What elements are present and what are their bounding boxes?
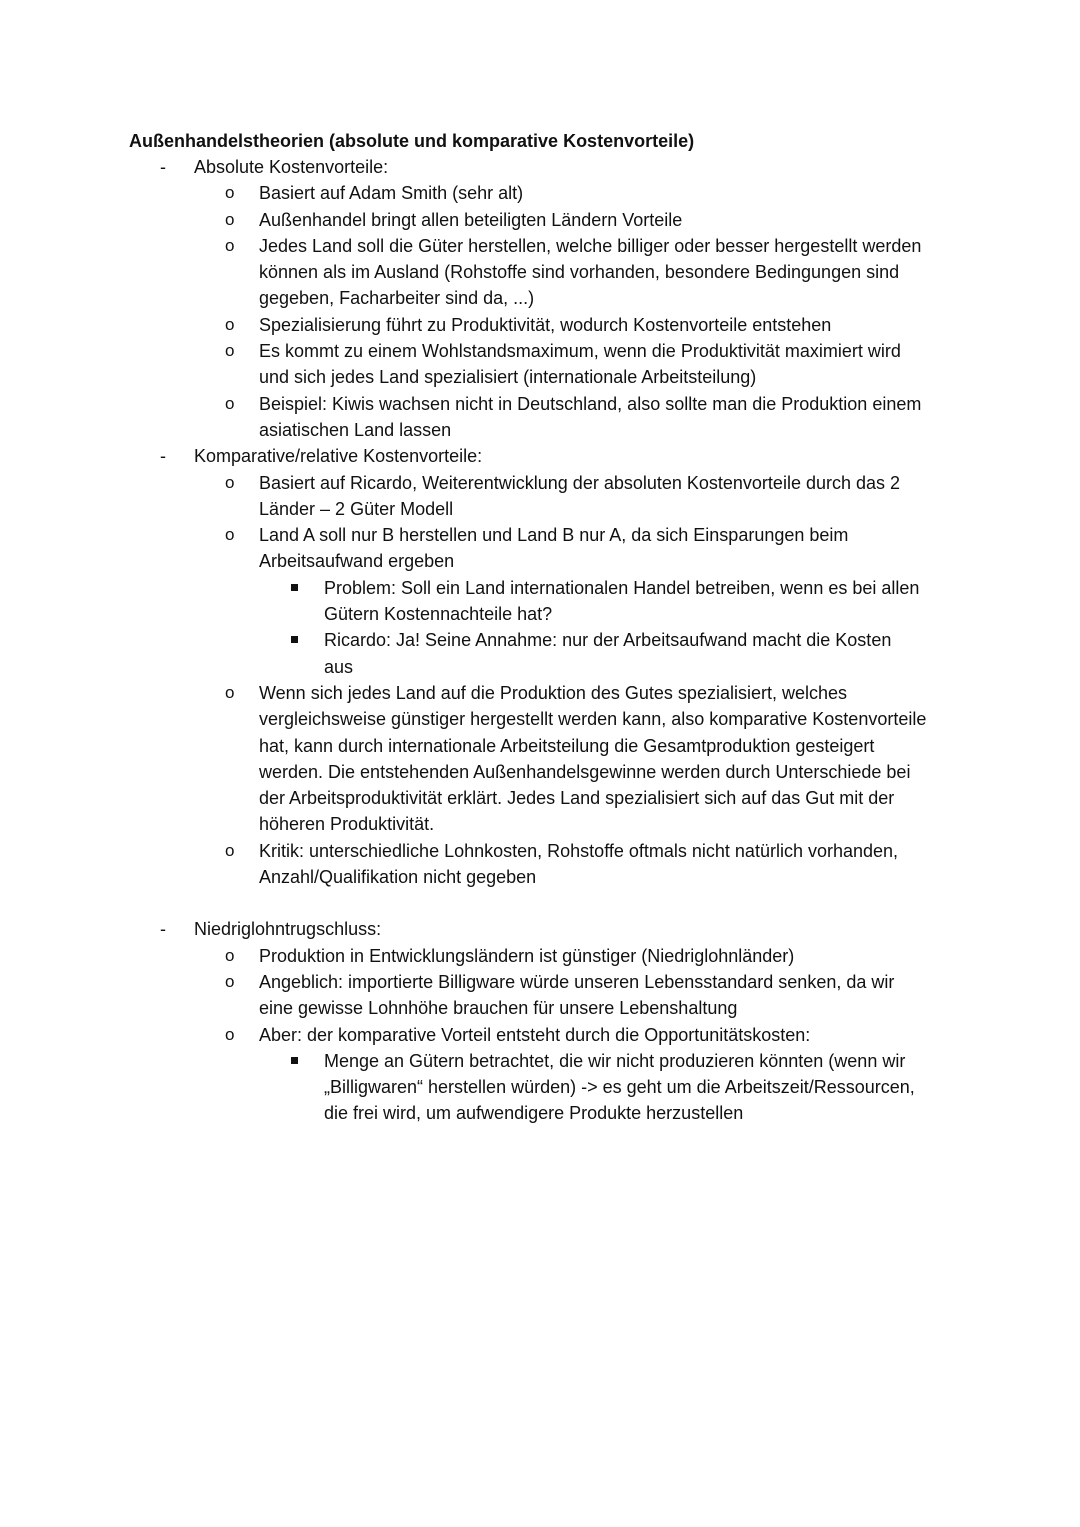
circle-bullet-icon: o [225,840,235,860]
circle-bullet-icon: o [225,341,235,361]
section-heading-text: Niedriglohntrugschluss: [194,919,382,940]
sub-list-item-text: Problem: Soll ein Land internationalen Handel betreiben, wenn es bei allen Gütern Kostennachteile hat? [324,577,920,625]
circle-bullet-icon: o [225,209,235,229]
circle-bullet-icon: o [225,971,235,991]
list-item-text: Wenn sich jedes Land auf die Produktion des Gutes spezialisiert, welches vergleichsweise günstiger hergestellt werden kann, also komparative Kostenvorteile hat, kann durch internationale Arbeitsteilung die Gesamtproduktion gesteigert werden. Die entstehenden Außenhandelsgewinne werden durch Unterschiede bei der Arbeitsproduktivität erklärt. Jedes Land spezialisiert sich auf das Gut mit der höheren Produktivität. [259,682,927,835]
circle-bullet-icon: o [225,183,235,203]
sub-list-item [0,575,924,628]
circle-bullet-icon: o [225,393,235,413]
list-item [0,312,929,338]
list-item-text: Es kommt zu einem Wohlstandsmaximum, wenn die Produktivität maximiert wird und sich jedes Land spezialisiert (internationale Arbeitsteilung) [259,341,901,388]
list-item [0,680,929,838]
square-bullet-icon [291,636,298,643]
list-item-text: Spezialisierung führt zu Produktivität, wodurch Kostenvorteile entstehen [259,314,832,335]
circle-bullet-icon: o [225,314,235,334]
list-item-text: Beispiel: Kiwis wachsen nicht in Deutschland, also sollte man die Produktion einem asiatischen Land lassen [259,393,922,440]
section-heading-niedriglohn [0,916,934,942]
section-spacer [0,890,1080,916]
list-item-text: Kritik: unterschiedliche Lohnkosten, Rohstoffe oftmals nicht natürlich vorhanden, Anzahl/Qualifikation nicht gegeben [259,840,899,888]
list-item [0,522,929,575]
list-item [0,1022,929,1048]
list-item [0,838,929,891]
sub-list-item-text: Menge an Gütern betrachtet, die wir nicht produzieren könnten (wenn wir „Billigwaren“ herstellen würden) -> es geht um die Arbeitszeit/Ressourcen, die frei wird, um aufwendigere Produkte herzustellen [324,1050,915,1124]
square-bullet-icon [291,584,298,591]
sub-list-item [0,1048,924,1127]
list-item-text: Außenhandel bringt allen beteiligten Ländern Vorteile [259,209,683,230]
circle-bullet-icon: o [225,945,235,965]
circle-bullet-icon: o [225,472,235,492]
section-heading-absolute [0,154,934,180]
list-item [0,338,929,391]
square-bullet-icon [291,1057,298,1064]
list-item-text: Basiert auf Ricardo, Weiterentwicklung der absoluten Kostenvorteile durch das 2 Länder – 2 Güter Modell [259,472,901,519]
dash-bullet-icon: - [160,919,166,940]
list-item [0,943,929,969]
circle-bullet-icon: o [225,525,235,545]
list-item [0,233,929,312]
circle-bullet-icon: o [225,235,235,255]
dash-bullet-icon: - [160,157,166,177]
section-heading-text: Absolute Kostenvorteile: [194,157,389,177]
circle-bullet-icon: o [225,682,235,702]
list-item-text: Produktion in Entwicklungsländern ist günstiger (Niedriglohnländer) [259,945,795,966]
document-body [0,154,1080,1127]
list-item-text: Basiert auf Adam Smith (sehr alt) [259,183,524,204]
sub-list-item-text: Ricardo: Ja! Seine Annahme: nur der Arbeitsaufwand macht die Kosten aus [324,630,892,677]
section-heading-komparativ [0,443,934,469]
list-item [0,391,929,444]
document-title: Außenhandelstheorien (absolute und komparative Kostenvorteile) [129,131,695,151]
list-item-text: Jedes Land soll die Güter herstellen, welche billiger oder besser hergestellt werden können als im Ausland (Rohstoffe sind vorhanden, besondere Bedingungen sind gegeben, Facharbeiter sind da, ...) [259,235,922,309]
circle-bullet-icon: o [225,1024,235,1044]
list-item-text: Angeblich: importierte Billigware würde unseren Lebensstandard senken, da wir eine gewisse Lohnhöhe brauchen für unsere Lebenshaltung [259,971,895,1019]
section-heading-text: Komparative/relative Kostenvorteile: [194,446,483,467]
list-item-text: Aber: der komparative Vorteil entsteht durch die Opportunitätskosten: [259,1024,811,1045]
dash-bullet-icon: - [160,446,166,467]
list-item [0,180,929,206]
list-item [0,470,929,523]
list-item [0,969,929,1022]
list-item-text: Land A soll nur B herstellen und Land B nur A, da sich Einsparungen beim Arbeitsaufwand ergeben [259,525,849,572]
sub-list-item [0,627,924,680]
list-item [0,207,929,233]
